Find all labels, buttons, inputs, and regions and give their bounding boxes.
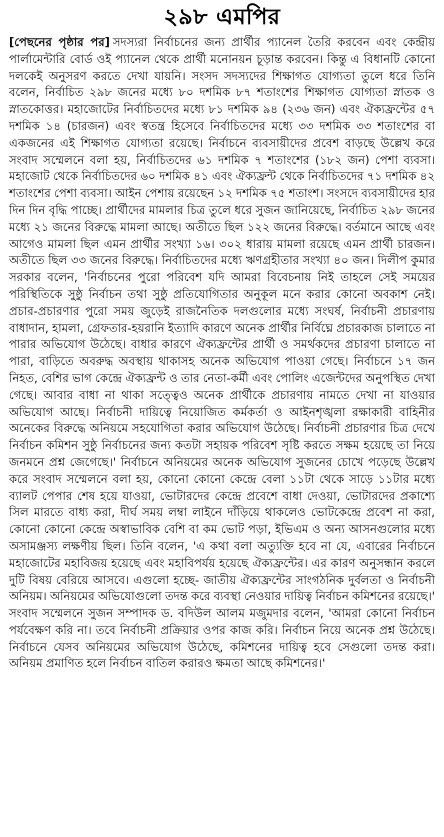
article-text: সদস্যরা নির্বাচনের জন্য প্রার্থীর প্যানেল তৈরি করবেন এবং কেন্দ্রীয় পার্লামেন্টারি বোর্ড ওই প্যানেল থেকে প্রার্থী মনোনয়ন চূড়ান্ত করবেন। কিন্তু এ বিধানটি কোনো দলকেই অনুসরণ করতে দেখা যায়নি। সংসদ সদস্যদের শিক্ষাগত যোগ্যতা তুলে ধরে তিনি বলেন, নির্বাচিত ২৯৮ জনের মধ্যে ৮০ দশমিক ৮৭ শতাংশের শিক্ষাগত যোগ্যতা স্নাতক ও স্নাতকোত্তর। মহাজোটের নির্বাচিতদের মধ্যে ৮১ দশমিক ৯৪ (২৩৬ জন) এবং ঐক্যফ্রন্টের ৫৭ দশমিক ১৪ (চারজন) এবং স্বতন্ত্র হিসেবে নির্বাচিতদের মধ্যে ৩৩ দশমিক ৩৩ শতাংশের বা একজনের এই শিক্ষাগত যোগ্যতা রয়েছে। নির্বাচনে ব্যবসায়ীদের প্রবেশ বাড়ছে উল্লেখ করে সংবাদ সম্মেলনে বলা হয়, নির্বাচিতদের ৬১ দশমিক ৭ শতাংশের (১৮২ জন) পেশা ব্যবসা। মহাজোট থেকে নির্বাচিতদের ৬০ দশমিক ৪১ এবং ঐক্যফ্রন্ট থেকে নির্বাচিতদের ৭১ দশমিক ৪২ শতাংশের পেশা ব্যবসা। আইন পেশায় রয়েছেন ১২ দশমিক ৭৫ শতাংশ। সংসদে ব্যবসায়ীদের হার দিন দিন বৃদ্ধি পাচ্ছে। প্রার্থীদের মামলার চিত্র তুলে ধরে সুজন জানিয়েছে, নির্বাচিত ২৯৮ জনের মধ্যে ২১ জনের বিরুদ্ধে মামলা আছে। অতীতে ছিল ১২২ জনের বিরুদ্ধে। বর্তমানে আছে এবং আগেও মামলা ছিল এমন প্রার্থীর সংখ্যা ১৬। ৩০২ ধারায় মামলা রয়েছে এমন প্রার্থী চারজন। অতীতে ছিল ৩৩ জনের বিরুদ্ধে। নির্বাচিতদের মধ্যে ঋণগ্রহীতার সংখ্যা ৪০ জন। দিলীপ কুমার সরকার বলেন, 'নির্বাচনের পুরো পরিবেশ যদি আমরা বিবেচনায় নিই তাহলে সেই সময়ের পরিস্থিতিকে সুষ্ঠু নির্বাচন তথা সুষ্ঠু প্রতিযোগিতার অনুকূল মনে করার কোনো অবকাশ নেই। প্রচার-প্রচারণার পুরো সময় জুড়েই রাজনৈতিক দলগুলোর মধ্যে সংঘর্ষ, নির্বাচনী প্রচারণায় বাধাদান, হামলা, গ্রেফতার-হয়রানি ইত্যাদি কারণে অনেক প্রার্থীর নির্বিঘ্নে প্রচারকাজ চালাতে না পারার অভিযোগ উঠেছে। বাধার কারণে ঐক্যফ্রন্টের প্রার্থী ও সমর্থকদের প্রচারণা চালাতে না পারা, বাড়িতে অবরুদ্ধ অবস্থায় থাকাসহ অনেক অভিযোগ পাওয়া গেছে। নির্বাচনে ১৭ জন নিহত, বেশির ভাগ কেন্দ্রে ঐক্যফ্রন্ট ও তার নেতা-কর্মী এবং পোলিং এজেন্টদের অনুপস্থিত দেখা গেছে। আবার বাধা না থাকা সত্ত্বেও অনেক প্রার্থীকে প্রচারণায় নামতে দেখা না যাওয়ার অভিযোগ আছে। নির্বাচনী দায়িত্বে নিয়োজিত কর্মকর্তা ও আইনশৃঙ্খলা রক্ষাকারী বাহিনীর অনেকের বিরুদ্ধে অনিয়মে সহযোগিতা করার অভিযোগ উঠেছে। নির্বাচনী প্রচারণার চিত্র দেখে নির্বাচন কমিশন সুষ্ঠু নির্বাচনের জন্য কতটা সহায়ক পরিবেশ সৃষ্টি করতে সক্ষম হয়েছে তা নিয়ে জনমনে প্রশ্ন জেগেছে।' নির্বাচনে অনিয়মের অনেক অভিযোগ সুজনের চোখে পড়েছে উল্লেখ করে সংবাদ সম্মেলনে বলা হয়, কোনো কোনো কেন্দ্রে বেলা ১১টা থেকে সাড়ে ১১টার মধ্যে ব্যালট পেপার শেষ হয়ে যাওয়া, ভোটারদের কেন্দ্রে প্রবেশে বাধা দেওয়া, ভোটারদের প্রকাশ্যে সিল মারতে বাধ্য করা, দীর্ঘ সময় লম্বা লাইনে দাঁড়িয়ে থাকলেও ভোটকেন্দ্রে প্রবেশ না করা, কোনো কোনো কেন্দ্রে অস্বাভাবিক বেশি বা কম ভোট পড়া, ইভিএম ও অন্য আসনগুলোর মধ্যে অসামঞ্জস্য লক্ষণীয় ছিল। তিনি বলেন, 'এ কথা বলা অত্যুক্তি হবে না যে, এবারের নির্বাচনে মহাজোটের মহাবিজয় হয়েছে এবং মহাবিপর্যয় হয়েছে ঐক্যফ্রন্টের। এর কারণ অনুসন্ধান করলে দুটি বিষয় বেরিয়ে আসবে। এগুলো হচ্ছে- জাতীয় ঐক্যফ্রন্টের সাংগঠনিক দুর্বলতা ও নির্বাচনী অনিয়ম। অনিয়মের অভিযোগুলো তদন্ত করে ব্যবস্থা নেওয়ার দায়িত্ব নির্বাচন কমিশনের রয়েছে।' সংবাদ সম্মেলনে সুজন সম্পাদক ড. বদিউল আলম মজুমদার বলেন, 'আমরা কোনো নির্বাচন পর্যবেক্ষণ করি না। তবে নির্বাচনী প্রক্রিয়ার ওপর কাজ করি। নির্বাচন নিয়ে অনেক প্রশ্ন উঠেছে। নির্বাচনে যেসব অনিয়মের অভিযোগ উঠেছে, কমিশনের দায়িত্ব হবে সেগুলো তদন্ত করা। অনিয়ম প্রমাণিত হলে নির্বাচন বাতিল করারও ক্ষমতা আছে কমিশনের।' xyxy=(9,35,435,671)
continued-from-label: [পেছনের পৃষ্ঠার পর] xyxy=(9,35,110,49)
article-body xyxy=(9,34,435,672)
headline: ২৯৮ এমপির xyxy=(163,5,281,30)
